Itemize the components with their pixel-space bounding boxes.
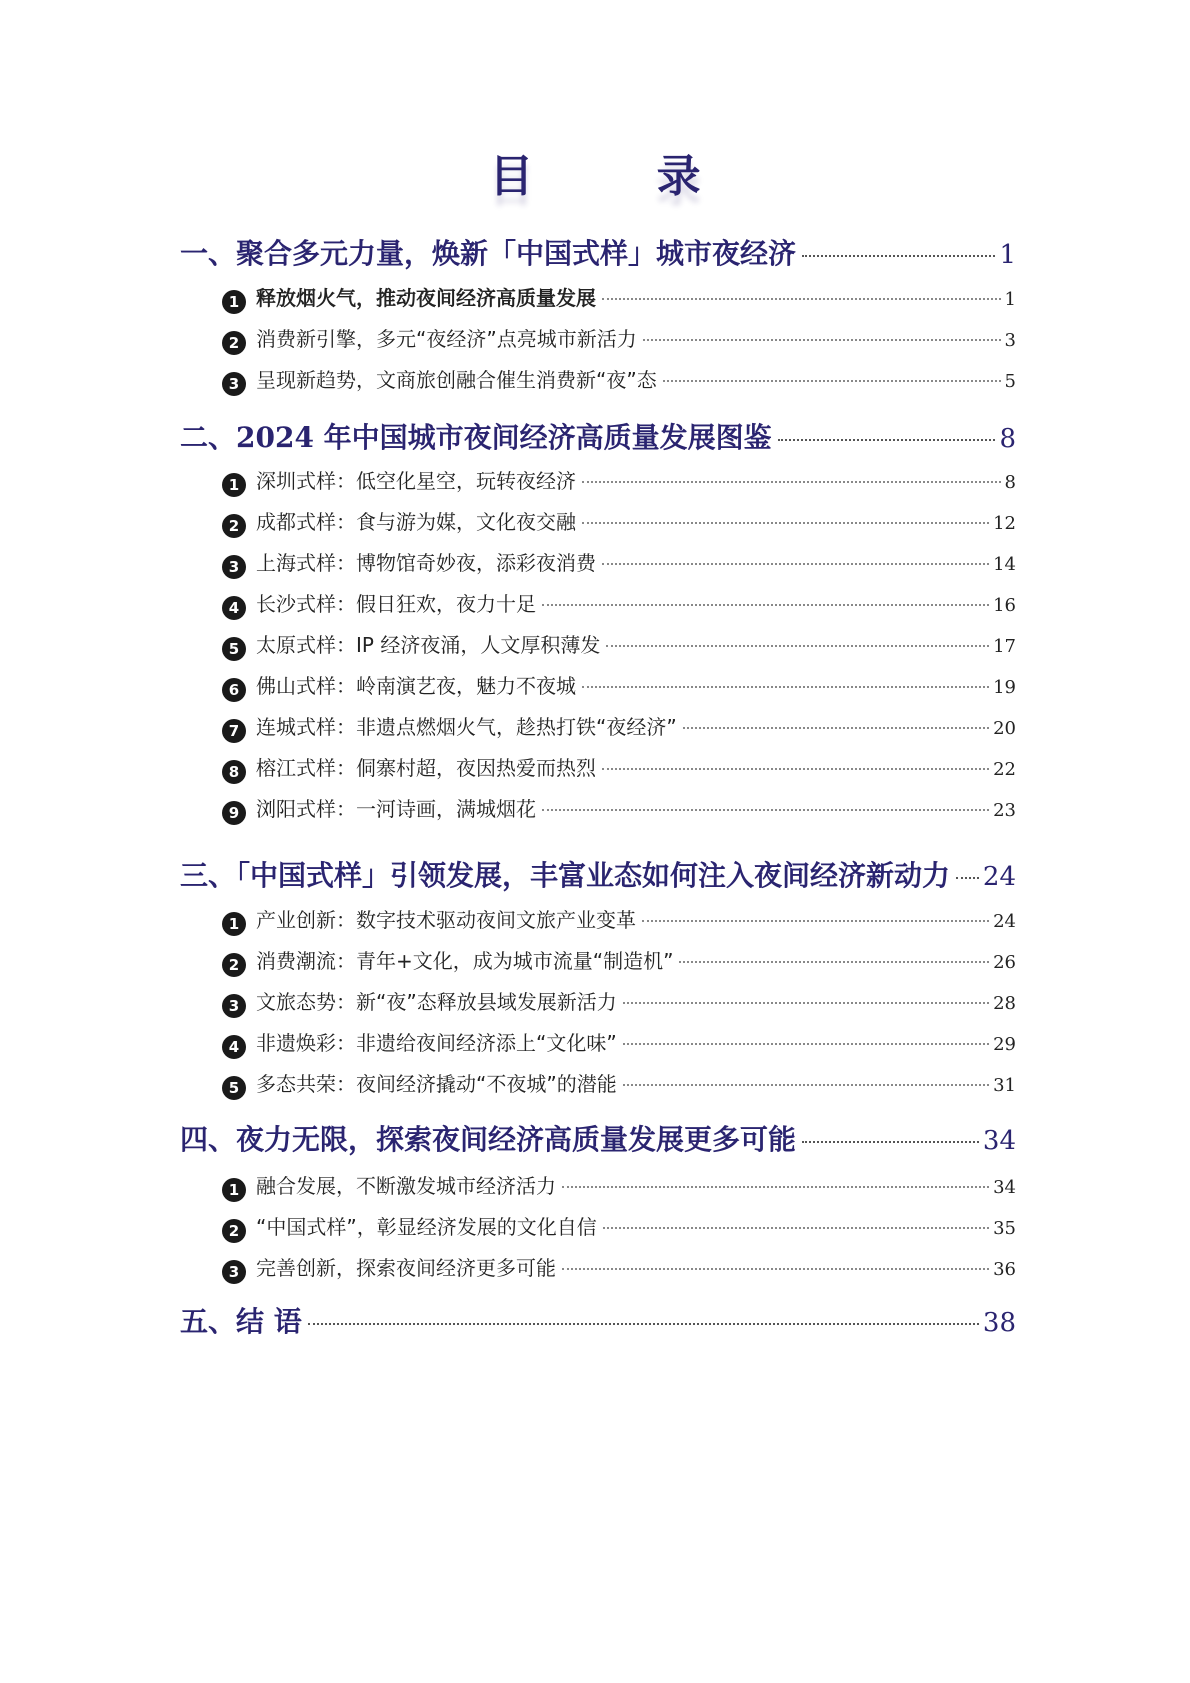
- dot-leader: [642, 920, 989, 922]
- page-number: 8: [1004, 472, 1016, 493]
- page-number: 8: [999, 424, 1016, 454]
- toc-entry-1-2[interactable]: [222, 323, 1016, 353]
- toc-entry-2-3[interactable]: [222, 547, 1016, 577]
- toc-entry-2-5[interactable]: [222, 629, 1016, 659]
- number-badge: 4: [222, 596, 246, 620]
- page-number: 28: [993, 993, 1016, 1014]
- page-number: 29: [993, 1034, 1016, 1055]
- dot-leader: [623, 1043, 989, 1045]
- page-number: 36: [993, 1259, 1016, 1280]
- dot-leader: [582, 686, 989, 688]
- toc-entry-label: 多态共荣：夜间经济撬动“不夜城”的潜能: [256, 1072, 617, 1096]
- toc-entry-2-2[interactable]: [222, 506, 1016, 536]
- toc-entry-2-6[interactable]: [222, 670, 1016, 700]
- dot-leader: [606, 645, 989, 647]
- page-number: 34: [993, 1177, 1016, 1198]
- page-number: 24: [993, 911, 1016, 932]
- dot-leader: [802, 255, 995, 257]
- toc-entry-label: 深圳式样：低空化星空，玩转夜经济: [256, 469, 576, 493]
- toc-entry-label: 非遗焕彩：非遗给夜间经济添上“文化味”: [256, 1031, 617, 1055]
- toc-entry-2-8[interactable]: [222, 752, 1016, 782]
- toc-section-label: 三、「中国式样」引领发展，丰富业态如何注入夜间经济新动力: [180, 859, 951, 892]
- number-badge: 3: [222, 1260, 246, 1284]
- dot-leader: [683, 727, 989, 729]
- toc-entry-label: 佛山式样：岭南演艺夜，魅力不夜城: [256, 674, 576, 698]
- toc-entry-label: 成都式样：食与游为媒，文化夜交融: [256, 510, 576, 534]
- number-badge: 5: [222, 1076, 246, 1100]
- toc-entry-3-1[interactable]: [222, 904, 1016, 934]
- page-number: 38: [982, 1308, 1016, 1338]
- toc-entry-4-1[interactable]: [222, 1170, 1016, 1200]
- number-badge: 1: [222, 912, 246, 936]
- toc-entry-3-5[interactable]: [222, 1068, 1016, 1098]
- page-number: 16: [993, 595, 1016, 616]
- toc-entry-label: 呈现新趋势，文商旅创融合催生消费新“夜”态: [256, 368, 657, 392]
- dot-leader: [778, 439, 996, 441]
- toc-entry-label: 榕江式样：侗寨村超，夜因热爱而热烈: [256, 756, 596, 780]
- page-number: 20: [993, 718, 1016, 739]
- number-badge: 2: [222, 1219, 246, 1243]
- toc-entry-label: 释放烟火气，推动夜间经济高质量发展: [256, 286, 596, 310]
- toc-entry-3-2[interactable]: [222, 945, 1016, 975]
- number-badge: 7: [222, 719, 246, 743]
- toc-entry-label: “中国式样”，彰显经济发展的文化自信: [256, 1215, 597, 1239]
- page-number: 22: [993, 759, 1016, 780]
- dot-leader: [602, 768, 989, 770]
- toc-section-label: 一、聚合多元力量，焕新「中国式样」城市夜经济: [180, 237, 797, 270]
- toc-entry-label: 产业创新：数字技术驱动夜间文旅产业变革: [256, 908, 636, 932]
- toc-entry-label: 文旅态势：新“夜”态释放县域发展新活力: [256, 990, 617, 1014]
- toc-section-label: 五、结 语: [180, 1305, 302, 1338]
- number-badge: 2: [222, 514, 246, 538]
- page-number: 35: [993, 1218, 1016, 1239]
- toc-section-1[interactable]: [180, 232, 1016, 272]
- number-badge: 8: [222, 760, 246, 784]
- dot-leader: [602, 298, 1001, 300]
- number-badge: 2: [222, 953, 246, 977]
- page-number: 1: [999, 240, 1016, 270]
- dot-leader: [623, 1084, 989, 1086]
- toc-section-5[interactable]: [180, 1300, 1016, 1340]
- number-badge: 4: [222, 1035, 246, 1059]
- dot-leader: [542, 604, 989, 606]
- page-title: 目 录: [489, 151, 755, 202]
- dot-leader: [562, 1268, 989, 1270]
- page-number: 17: [993, 636, 1016, 657]
- number-badge: 3: [222, 994, 246, 1018]
- number-badge: 1: [222, 1178, 246, 1202]
- toc-entry-label: 太原式样：IP 经济夜涌，人文厚积薄发: [256, 633, 601, 657]
- dot-leader: [663, 380, 1001, 382]
- dot-leader: [623, 1002, 989, 1004]
- page-number: 24: [982, 862, 1016, 892]
- dot-leader: [956, 877, 979, 879]
- toc-entry-label: 上海式样：博物馆奇妙夜，添彩夜消费: [256, 551, 596, 575]
- toc-entry-2-4[interactable]: [222, 588, 1016, 618]
- page-number: 1: [1004, 289, 1016, 310]
- toc-entry-1-3[interactable]: [222, 364, 1016, 394]
- page-number: 5: [1004, 371, 1016, 392]
- number-badge: 1: [222, 290, 246, 314]
- toc-section-4[interactable]: [180, 1118, 1016, 1158]
- dot-leader: [679, 961, 989, 963]
- number-badge: 3: [222, 555, 246, 579]
- page-number: 12: [993, 513, 1016, 534]
- toc-entry-2-7[interactable]: [222, 711, 1016, 741]
- dot-leader: [643, 339, 1001, 341]
- dot-leader: [562, 1186, 989, 1188]
- number-badge: 6: [222, 678, 246, 702]
- dot-leader: [582, 481, 1001, 483]
- toc-entry-label: 连城式样：非遗点燃烟火气，趁热打铁“夜经济”: [256, 715, 677, 739]
- number-badge: 5: [222, 637, 246, 661]
- page-number: 14: [993, 554, 1016, 575]
- toc-entry-label: 融合发展，不断激发城市经济活力: [256, 1174, 556, 1198]
- toc-section-2[interactable]: [180, 416, 1016, 456]
- page-number: 23: [993, 800, 1016, 821]
- toc-section-label: 四、夜力无限，探索夜间经济高质量发展更多可能: [180, 1123, 797, 1156]
- page-number: 34: [982, 1126, 1016, 1156]
- toc-entry-label: 消费新引擎，多元“夜经济”点亮城市新活力: [256, 327, 637, 351]
- number-badge: 3: [222, 372, 246, 396]
- toc-entry-3-4[interactable]: [222, 1027, 1016, 1057]
- toc-entry-4-2[interactable]: [222, 1211, 1016, 1241]
- dot-leader: [602, 563, 989, 565]
- toc-section-3[interactable]: [180, 854, 1016, 894]
- toc-entry-label: 浏阳式样：一河诗画，满城烟花: [256, 797, 536, 821]
- number-badge: 9: [222, 801, 246, 825]
- toc-entry-2-1[interactable]: [222, 465, 1016, 495]
- page-number: 19: [993, 677, 1016, 698]
- page-number: 26: [993, 952, 1016, 973]
- toc-entry-3-3[interactable]: [222, 986, 1016, 1016]
- dot-leader: [603, 1227, 989, 1229]
- toc-entry-label: 消费潮流：青年+文化，成为城市流量“制造机”: [256, 949, 674, 973]
- toc-entry-label: 长沙式样：假日狂欢，夜力十足: [256, 592, 536, 616]
- dot-leader: [542, 809, 989, 811]
- page-number: 31: [993, 1075, 1016, 1096]
- toc-entry-label: 完善创新，探索夜间经济更多可能: [256, 1256, 556, 1280]
- toc-entry-4-3[interactable]: [222, 1252, 1016, 1282]
- number-badge: 1: [222, 473, 246, 497]
- toc-section-label: 二、2024 年中国城市夜间经济高质量发展图鉴: [180, 421, 772, 454]
- toc-entry-1-1[interactable]: [222, 282, 1016, 312]
- number-badge: 2: [222, 331, 246, 355]
- toc-entry-2-9[interactable]: [222, 793, 1016, 823]
- dot-leader: [582, 522, 989, 524]
- dot-leader: [308, 1323, 979, 1325]
- dot-leader: [802, 1141, 979, 1143]
- page-number: 3: [1004, 330, 1016, 351]
